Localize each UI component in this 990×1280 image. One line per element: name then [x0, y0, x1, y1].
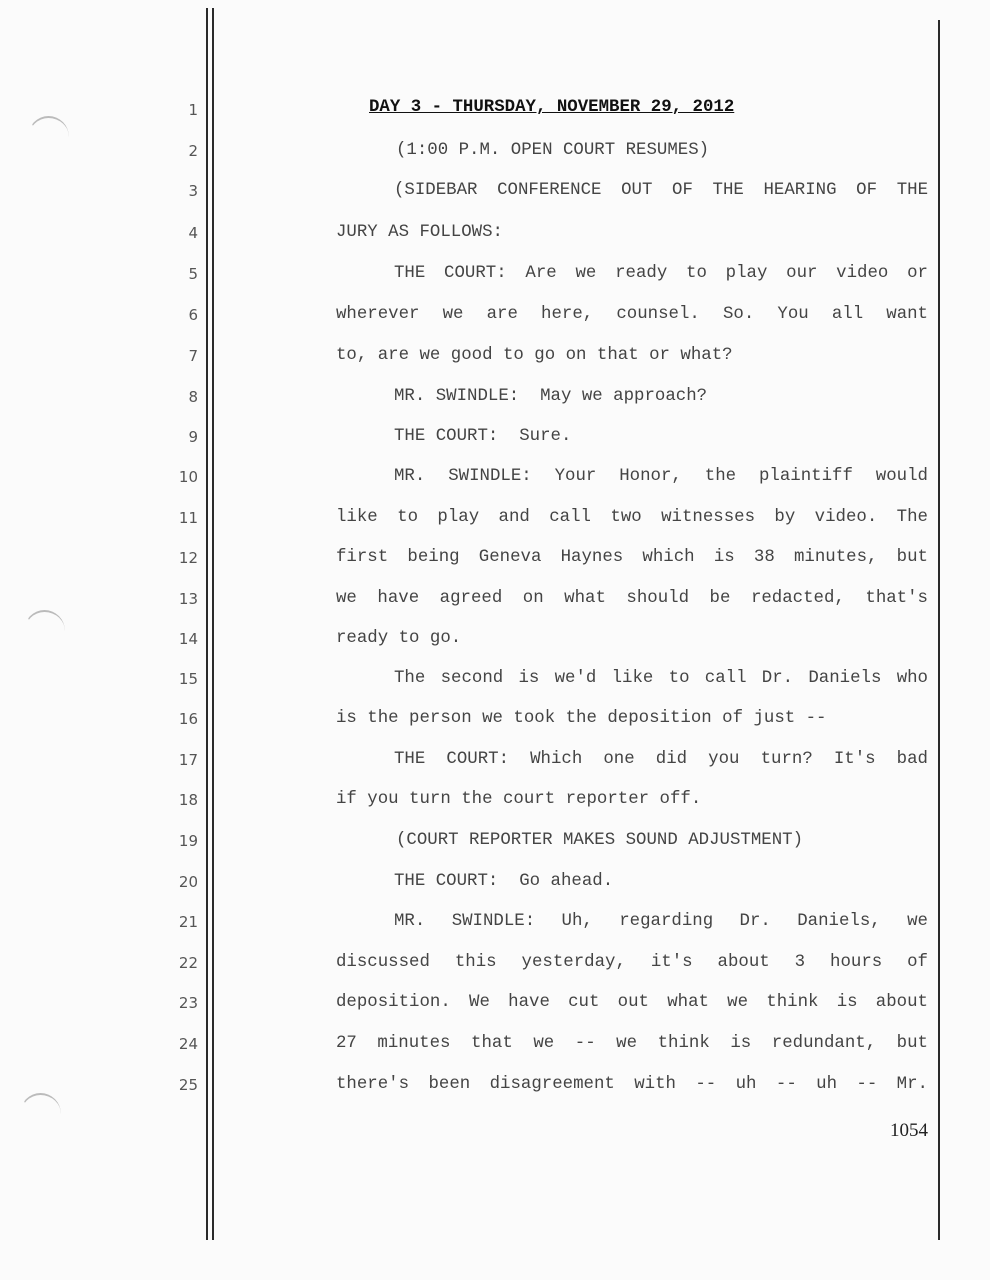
punch-hole-middle — [24, 610, 65, 652]
left-margin-rule-inner — [212, 8, 214, 1240]
line-number: 23 — [178, 994, 198, 1012]
transcript-line: The second is we'd like to call Dr. Daniels who — [394, 669, 928, 688]
punch-hole-top — [28, 116, 69, 158]
line-number: 17 — [178, 751, 198, 769]
line-number: 20 — [178, 873, 198, 891]
line-number: 21 — [178, 913, 198, 931]
line-number: 10 — [178, 468, 198, 486]
line-number: 5 — [188, 265, 198, 283]
transcript-line: ready to go. — [336, 629, 462, 648]
transcript-line: MR. SWINDLE: Uh, regarding Dr. Daniels, we — [394, 912, 928, 931]
line-number: 1 — [188, 101, 198, 119]
transcript-line: like to play and call two witnesses by video. The — [336, 508, 928, 527]
transcript-line: is the person we took the deposition of just -- — [336, 709, 827, 728]
line-number: 24 — [178, 1035, 198, 1053]
line-number: 19 — [178, 832, 198, 850]
transcript-line: THE COURT: Which one did you turn? It's bad — [394, 750, 928, 769]
transcript-line: there's been disagreement with -- uh -- uh -- Mr. — [336, 1075, 928, 1094]
line-number: 15 — [178, 670, 198, 688]
transcript-line: wherever we are here, counsel. So. You all want — [336, 305, 928, 324]
transcript-line: to, are we good to go on that or what? — [336, 346, 733, 365]
transcript-line: MR. SWINDLE: Your Honor, the plaintiff would — [394, 467, 928, 486]
line-number: 12 — [178, 549, 198, 567]
transcript-line: discussed this yesterday, it's about 3 hours of — [336, 953, 928, 972]
transcript-line: deposition. We have cut out what we think is about — [336, 993, 928, 1012]
transcript-line: 27 minutes that we -- we think is redundant, but — [336, 1034, 928, 1053]
transcript-line: (1:00 P.M. OPEN COURT RESUMES) — [396, 141, 710, 160]
line-number: 3 — [188, 182, 198, 200]
line-number: 4 — [188, 224, 198, 242]
line-number: 14 — [178, 630, 198, 648]
transcript-header: DAY 3 - THURSDAY, NOVEMBER 29, 2012 — [369, 98, 735, 117]
transcript-line: MR. SWINDLE: May we approach? — [394, 387, 708, 406]
line-number: 2 — [188, 142, 198, 160]
transcript-line: if you turn the court reporter off. — [336, 790, 702, 809]
line-number: 9 — [188, 428, 198, 446]
line-number: 11 — [178, 509, 198, 527]
punch-hole-bottom — [20, 1093, 61, 1135]
transcript-line: JURY AS FOLLOWS: — [336, 223, 503, 242]
transcript-line: (COURT REPORTER MAKES SOUND ADJUSTMENT) — [396, 831, 804, 850]
transcript-line: we have agreed on what should be redacted, that's — [336, 589, 928, 608]
line-number: 16 — [178, 710, 198, 728]
line-number: 25 — [178, 1076, 198, 1094]
page-number: 1054 — [890, 1120, 928, 1141]
transcript-line: THE COURT: Go ahead. — [394, 872, 614, 891]
transcript-line: THE COURT: Sure. — [394, 427, 572, 446]
line-number: 18 — [178, 791, 198, 809]
transcript-line: THE COURT: Are we ready to play our video or — [394, 264, 928, 283]
line-number: 22 — [178, 954, 198, 972]
transcript-line: first being Geneva Haynes which is 38 minutes, but — [336, 548, 928, 567]
line-number: 13 — [178, 590, 198, 608]
line-number: 6 — [188, 306, 198, 324]
line-number: 7 — [188, 347, 198, 365]
transcript-line: (SIDEBAR CONFERENCE OUT OF THE HEARING OF THE — [394, 181, 928, 200]
line-number: 8 — [188, 388, 198, 406]
right-margin-rule — [938, 20, 940, 1240]
left-margin-rule-outer — [206, 8, 208, 1240]
